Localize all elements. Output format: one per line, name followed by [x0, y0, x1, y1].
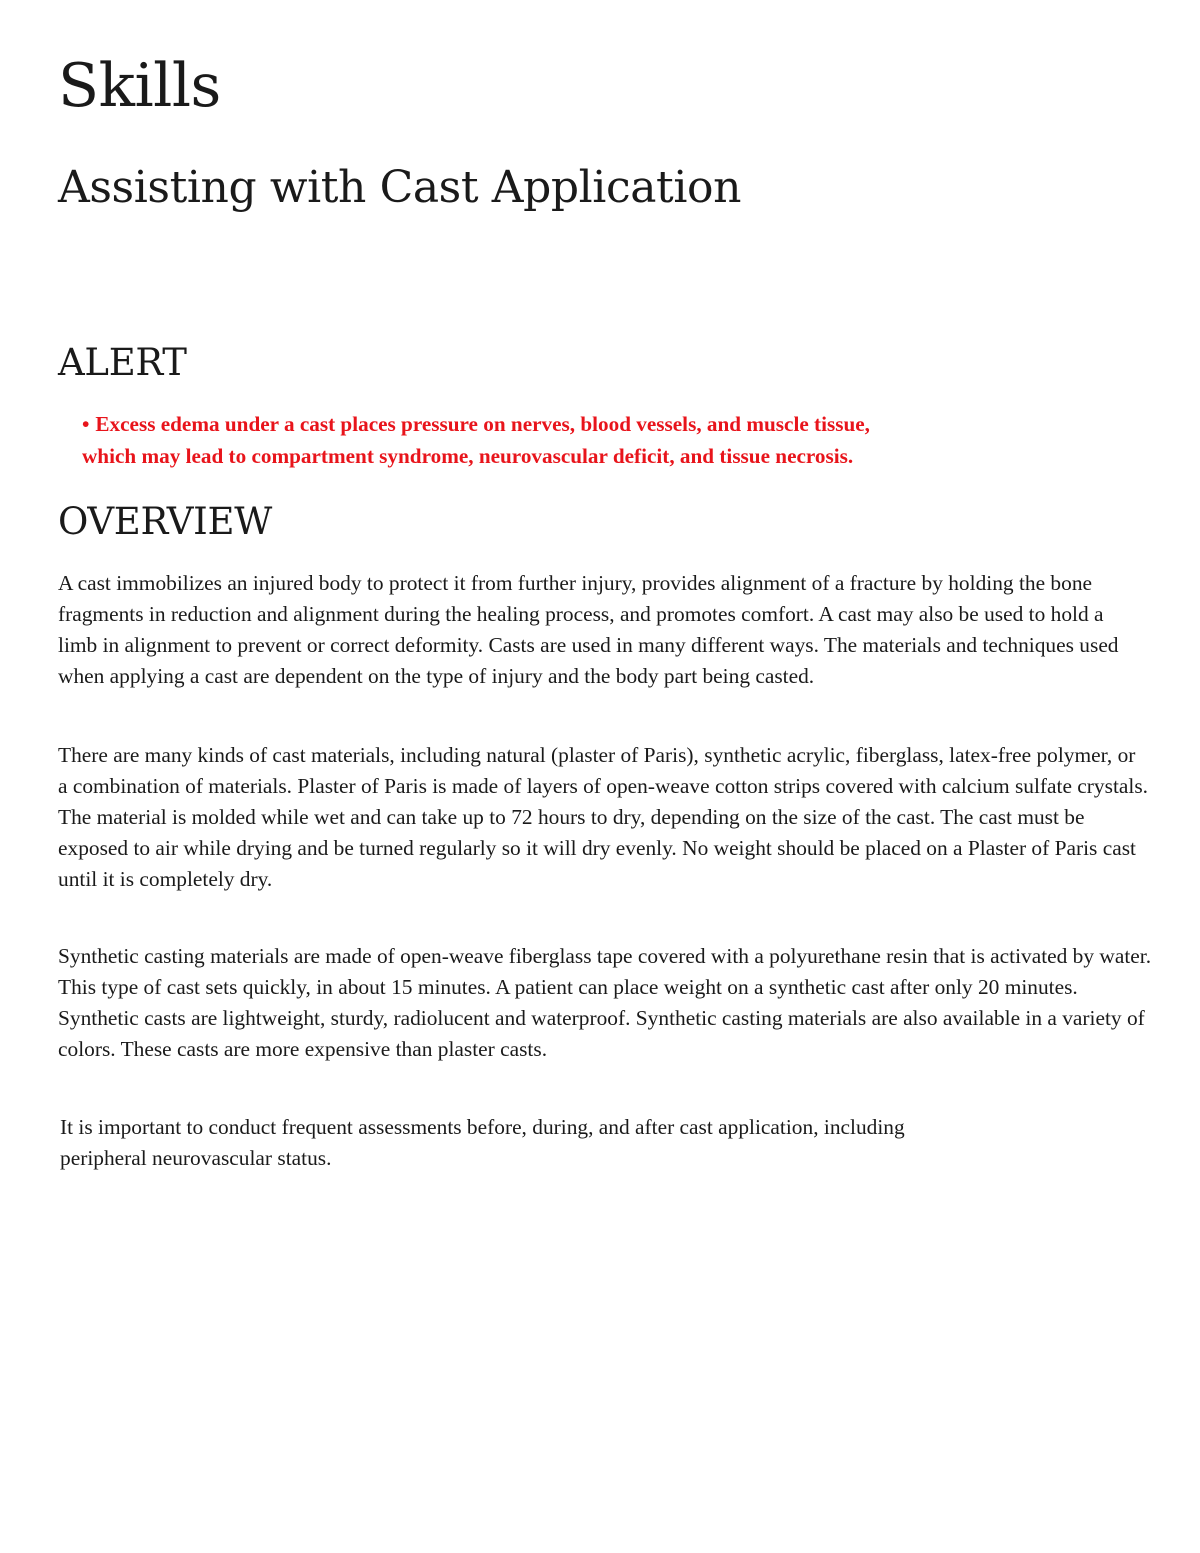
overview-paragraph-2: There are many kinds of cast materials, including natural (plaster of Paris), synthetic acrylic, fiberglass, latex-free polymer, or a combination of materials. Plaster of Paris is made of layers of open-weave cotton strips covered with calcium sulfate crystals. The material is molded while wet and can take up to 72 hours to dry, depending on the size of the cast. The cast must be exposed to air while drying and be turned regularly so it will dry evenly. No weight should be placed on a Plaster of Paris cast until it is completely dry. [58, 743, 1148, 891]
overview-heading: OVERVIEW [58, 500, 272, 543]
alert-text-line2: which may lead to compartment syndrome, neurovascular deficit, and tissue necrosis. [82, 444, 854, 468]
overview-paragraph-1: A cast immobilizes an injured body to protect it from further injury, provides alignment of a fracture by holding the bone fragments in reduction and alignment during the healing process, and promotes comfort. A cast may also be used to hold a limb in alignment to prevent or correct deformity. Casts are used in many different ways. The materials and techniques used when applying a cast are dependent on the type of injury and the body part being casted. [58, 571, 1119, 688]
alert-heading: ALERT [58, 341, 187, 384]
category-heading: Skills [58, 51, 221, 121]
page-title: Assisting with Cast Application [58, 162, 742, 213]
alert-item [82, 408, 1082, 472]
alert-text-line1: Excess edema under a cast places pressure on nerves, blood vessels, and muscle tissue, [95, 412, 870, 436]
overview-paragraph-3: Synthetic casting materials are made of open-weave fiberglass tape covered with a polyurethane resin that is activated by water. This type of cast sets quickly, in about 15 minutes. A patient can place weight on a synthetic cast after only 20 minutes. Synthetic casts are lightweight, sturdy, radiolucent and waterproof. Synthetic casting materials are also available in a variety of colors. These casts are more expensive than plaster casts. [58, 944, 1152, 1061]
bullet-icon: • [82, 412, 90, 436]
overview-paragraph-4: It is important to conduct frequent assessments before, during, and after cast application, including peripheral neurovascular status. [60, 1115, 905, 1170]
